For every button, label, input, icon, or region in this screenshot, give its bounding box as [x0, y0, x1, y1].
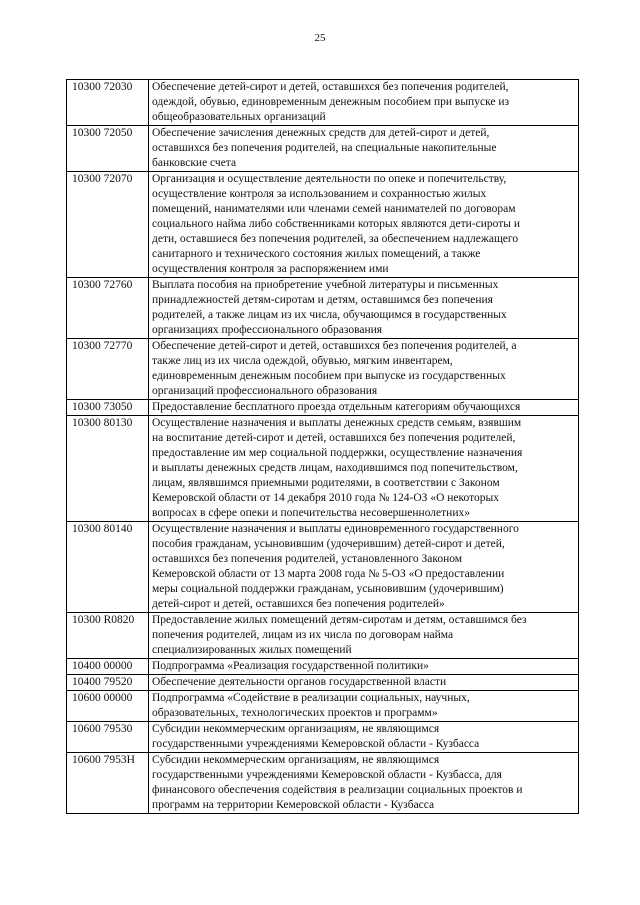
row-code: 10300 72030 — [67, 80, 149, 126]
row-code: 10300 73050 — [67, 400, 149, 416]
row-description — [149, 339, 579, 400]
row-description — [149, 80, 579, 126]
description-line: дети, оставшиеся без попечения родителей, за обеспечением надлежащего — [152, 233, 519, 245]
row-code: 10300 72050 — [67, 126, 149, 172]
description-line: Обеспечение зачисления денежных средств для детей-сирот и детей, — [152, 127, 490, 139]
description-line: лицам, являвшимся приемными родителями, в соответствии с Законом — [152, 477, 500, 489]
description-line: на воспитание детей-сирот и детей, оставшихся без попечения родителей, — [152, 432, 516, 444]
description-line: предоставление им мер социальной поддержки, осуществление назначения — [152, 447, 523, 459]
row-code: 10600 00000 — [67, 691, 149, 722]
table-row — [67, 659, 579, 675]
description-line: осуществления контроля за распоряжением ими — [152, 263, 389, 275]
description-line: детей-сирот и детей, оставшихся без попечения родителей» — [152, 598, 445, 610]
description-line: пособия гражданам, усыновившим (удочерившим) детей-сирот и детей, — [152, 538, 505, 550]
description-line: Подпрограмма «Содействие в реализации социальных, научных, — [152, 692, 470, 704]
description-line: банковские счета — [152, 157, 237, 169]
table-row — [67, 753, 579, 814]
row-description — [149, 753, 579, 814]
description-line: программ на территории Кемеровской области - Кузбасса — [152, 799, 435, 811]
description-line: санитарного и технического состояния жилых помещений, а также — [152, 248, 481, 260]
table-row — [67, 416, 579, 522]
description-line: Осуществление назначения и выплаты денежных средств семьям, взявшим — [152, 417, 522, 429]
description-line: образовательных, технологических проектов и программ» — [152, 707, 438, 719]
description-line: социального найма либо собственниками которых являются дети-сироты и — [152, 218, 521, 230]
row-description — [149, 613, 579, 659]
row-code: 10300 72070 — [67, 172, 149, 278]
row-description — [149, 675, 579, 691]
row-code: 10300 R0820 — [67, 613, 149, 659]
description-line: Субсидии некоммерческим организациям, не являющимся — [152, 723, 440, 735]
description-line: государственными учреждениями Кемеровской области - Кузбасса, для — [152, 769, 502, 781]
description-line: Кемеровской области от 13 марта 2008 года № 5-ОЗ «О предоставлении — [152, 568, 505, 580]
table-body — [67, 80, 579, 814]
row-description — [149, 400, 579, 416]
row-code: 10600 7953Н — [67, 753, 149, 814]
description-line: Обеспечение детей-сирот и детей, оставшихся без попечения родителей, а — [152, 340, 517, 352]
description-line: принадлежностей детям-сиротам и детям, оставшимся без попечения — [152, 294, 493, 306]
description-line: Обеспечение деятельности органов государственной власти — [152, 676, 447, 688]
description-line: финансового обеспечения содействия в реализации социальных проектов и — [152, 784, 523, 796]
row-description — [149, 659, 579, 675]
description-line: организаций профессионального образования — [152, 385, 378, 397]
row-code: 10600 79530 — [67, 722, 149, 753]
row-description — [149, 416, 579, 522]
table-row — [67, 522, 579, 613]
row-description — [149, 522, 579, 613]
description-line: меры социальной поддержки гражданам, усыновившим (удочерившим) — [152, 583, 504, 595]
description-line: общеобразовательных организаций — [152, 111, 326, 123]
description-line: родителей, а также лицам из их числа, обучающимся в государственных — [152, 309, 507, 321]
description-line: вопросах в сфере опеки и попечительства несовершеннолетних» — [152, 507, 470, 519]
row-code: 10300 80140 — [67, 522, 149, 613]
row-code: 10400 00000 — [67, 659, 149, 675]
row-description — [149, 172, 579, 278]
description-line: Предоставление жилых помещений детям-сиротам и детям, оставшимся без — [152, 614, 527, 626]
row-description — [149, 691, 579, 722]
description-line: попечения родителей, лицам из их числа по договорам найма — [152, 629, 454, 641]
row-code: 10400 79520 — [67, 675, 149, 691]
description-line: Субсидии некоммерческим организациям, не являющимся — [152, 754, 440, 766]
description-line: Осуществление назначения и выплаты единовременного государственного — [152, 523, 519, 535]
description-line: специализированных жилых помещений — [152, 644, 352, 656]
row-description — [149, 278, 579, 339]
description-line: осуществление контроля за использованием и сохранностью жилых — [152, 188, 487, 200]
table-row — [67, 400, 579, 416]
table-row — [67, 278, 579, 339]
description-line: Организация и осуществление деятельности по опеке и попечительству, — [152, 173, 507, 185]
row-description — [149, 126, 579, 172]
description-line: Выплата пособия на приобретение учебной литературы и письменных — [152, 279, 499, 291]
table-row — [67, 691, 579, 722]
table-row — [67, 80, 579, 126]
table-row — [67, 126, 579, 172]
description-line: государственными учреждениями Кемеровской области - Кузбасса — [152, 738, 480, 750]
row-code: 10300 72770 — [67, 339, 149, 400]
description-line: организациях профессионального образования — [152, 324, 383, 336]
page-number: 25 — [314, 32, 326, 44]
row-code: 10300 80130 — [67, 416, 149, 522]
row-code: 10300 72760 — [67, 278, 149, 339]
table-row — [67, 172, 579, 278]
description-line: единовременным денежным пособием при выпуске из государственных — [152, 370, 506, 382]
description-line: также лиц из их числа одеждой, обувью, мягким инвентарем, — [152, 355, 453, 367]
description-line: и выплаты денежных средств лицам, находившимся под попечительством, — [152, 462, 518, 474]
description-line: Кемеровской области от 14 декабря 2010 года № 124-ОЗ «О некоторых — [152, 492, 499, 504]
table-row — [67, 722, 579, 753]
description-line: оставшихся без попечения родителей, установленного Законом — [152, 553, 463, 565]
table-row — [67, 613, 579, 659]
table-row — [67, 339, 579, 400]
description-line: помещений, нанимателями или членами семей нанимателей по договорам — [152, 203, 516, 215]
budget-codes-table — [66, 79, 579, 814]
description-line: оставшихся без попечения родителей, на специальные накопительные — [152, 142, 497, 154]
row-description — [149, 722, 579, 753]
description-line: Подпрограмма «Реализация государственной политики» — [152, 660, 429, 672]
description-line: одеждой, обувью, единовременным денежным пособием при выпуске из — [152, 96, 510, 108]
description-line: Предоставление бесплатного проезда отдельным категориям обучающихся — [152, 401, 521, 413]
table-row — [67, 675, 579, 691]
description-line: Обеспечение детей-сирот и детей, оставшихся без попечения родителей, — [152, 81, 509, 93]
